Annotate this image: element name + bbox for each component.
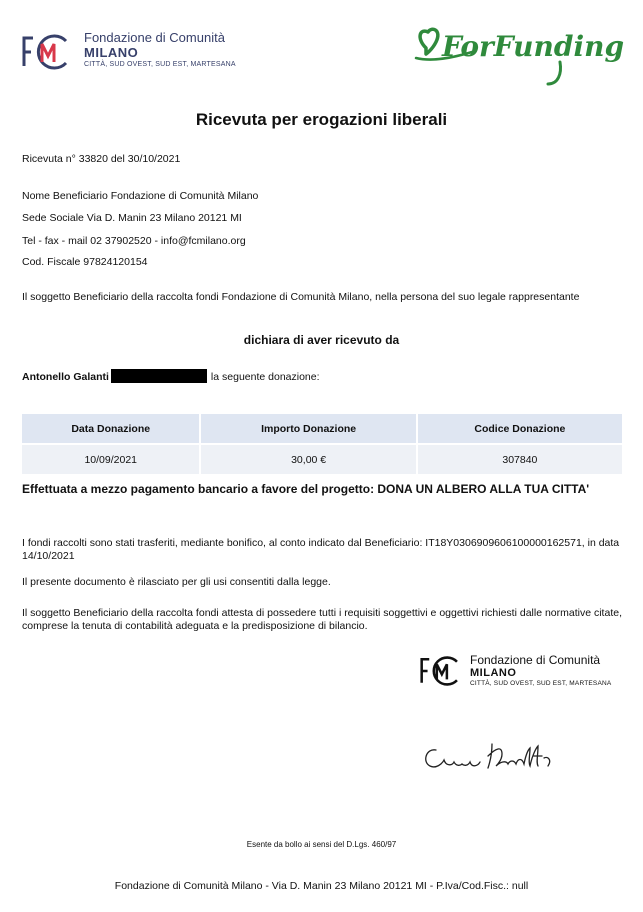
donor-suffix: la seguente donazione: [210, 371, 320, 383]
beneficiary-tax-code: Cod. Fiscale 97824120154 [22, 256, 148, 268]
cell-amount: 30,00 € [200, 444, 416, 474]
cell-code: 307840 [417, 444, 622, 474]
org-city: MILANO [470, 667, 517, 679]
intro-text: Il soggetto Beneficiario della raccolta fondi Fondazione di Comunità Milano, nella persona del suo legale rappresentante [22, 291, 580, 303]
cell-date: 10/09/2021 [22, 444, 200, 474]
fcm-logo-text [470, 654, 611, 688]
col-header-date: Data Donazione [22, 414, 200, 444]
col-header-amount: Importo Donazione [200, 414, 416, 444]
fcm-header-logo [22, 28, 262, 76]
org-areas: CITTÀ, SUD OVEST, SUD EST, MARTESANA [84, 61, 236, 68]
donation-table [22, 414, 622, 474]
paragraph-usage: Il presente documento è rilasciato per gli usi consentiti dalla legge. [22, 576, 331, 588]
fcm-logo-text [84, 30, 236, 70]
paragraph-transfer: I fondi raccolti sono stati trasferiti, mediante bonifico, al conto indicato dal Beneficiario: IT18Y0306909606100000162571, in data 14/10/2021 [22, 537, 620, 562]
fcm-logo-icon [420, 654, 462, 688]
forfunding-logo [412, 18, 625, 88]
beneficiary-contacts: Tel - fax - mail 02 37902520 - info@fcmilano.org [22, 235, 246, 247]
paragraph-attestation: Il soggetto Beneficiario della raccolta fondi attesta di possedere tutti i requisiti soggettivi e oggettivi richiesti dalle normative citate, comprese la tenuta di contabilità adeguata e la predisposizione di bilancio. [22, 607, 622, 632]
page-title: Ricevuta per erogazioni liberali [195, 110, 448, 129]
org-name: Fondazione di Comunità [470, 653, 601, 667]
donor-line [22, 369, 320, 383]
declaration-heading: dichiara di aver ricevuto da [243, 333, 400, 347]
page-footer: Fondazione di Comunità Milano - Via D. Manin 23 Milano 20121 MI - P.Iva/Cod.Fisc.: null [114, 880, 529, 892]
fcm-logo-icon [22, 32, 72, 72]
org-name: Fondazione di Comunità [84, 30, 225, 45]
col-header-code: Codice Donazione [417, 414, 622, 444]
beneficiary-address: Sede Sociale Via D. Manin 23 Milano 20121 MI [22, 212, 242, 224]
org-areas: CITTÀ, SUD OVEST, SUD EST, MARTESANA [470, 680, 612, 687]
donor-name: Antonello Galanti [22, 371, 109, 383]
org-city: MILANO [84, 45, 139, 60]
signature [418, 736, 578, 780]
stamp-exemption-note: Esente da bollo ai sensi del D.Lgs. 460/97 [246, 840, 397, 849]
fcm-footer-logo [420, 652, 620, 694]
receipt-number: Ricevuta n° 33820 del 30/10/2021 [22, 153, 181, 165]
beneficiary-name: Nome Beneficiario Fondazione di Comunità Milano [22, 190, 259, 202]
redaction-bar [111, 369, 207, 383]
forfunding-wordmark: ForFunding [442, 30, 625, 63]
table-header-row [22, 414, 622, 444]
project-purpose: Effettuata a mezzo pagamento bancario a favore del progetto: DONA UN ALBERO ALLA TUA CITTA' [22, 482, 590, 496]
table-row [22, 444, 622, 474]
